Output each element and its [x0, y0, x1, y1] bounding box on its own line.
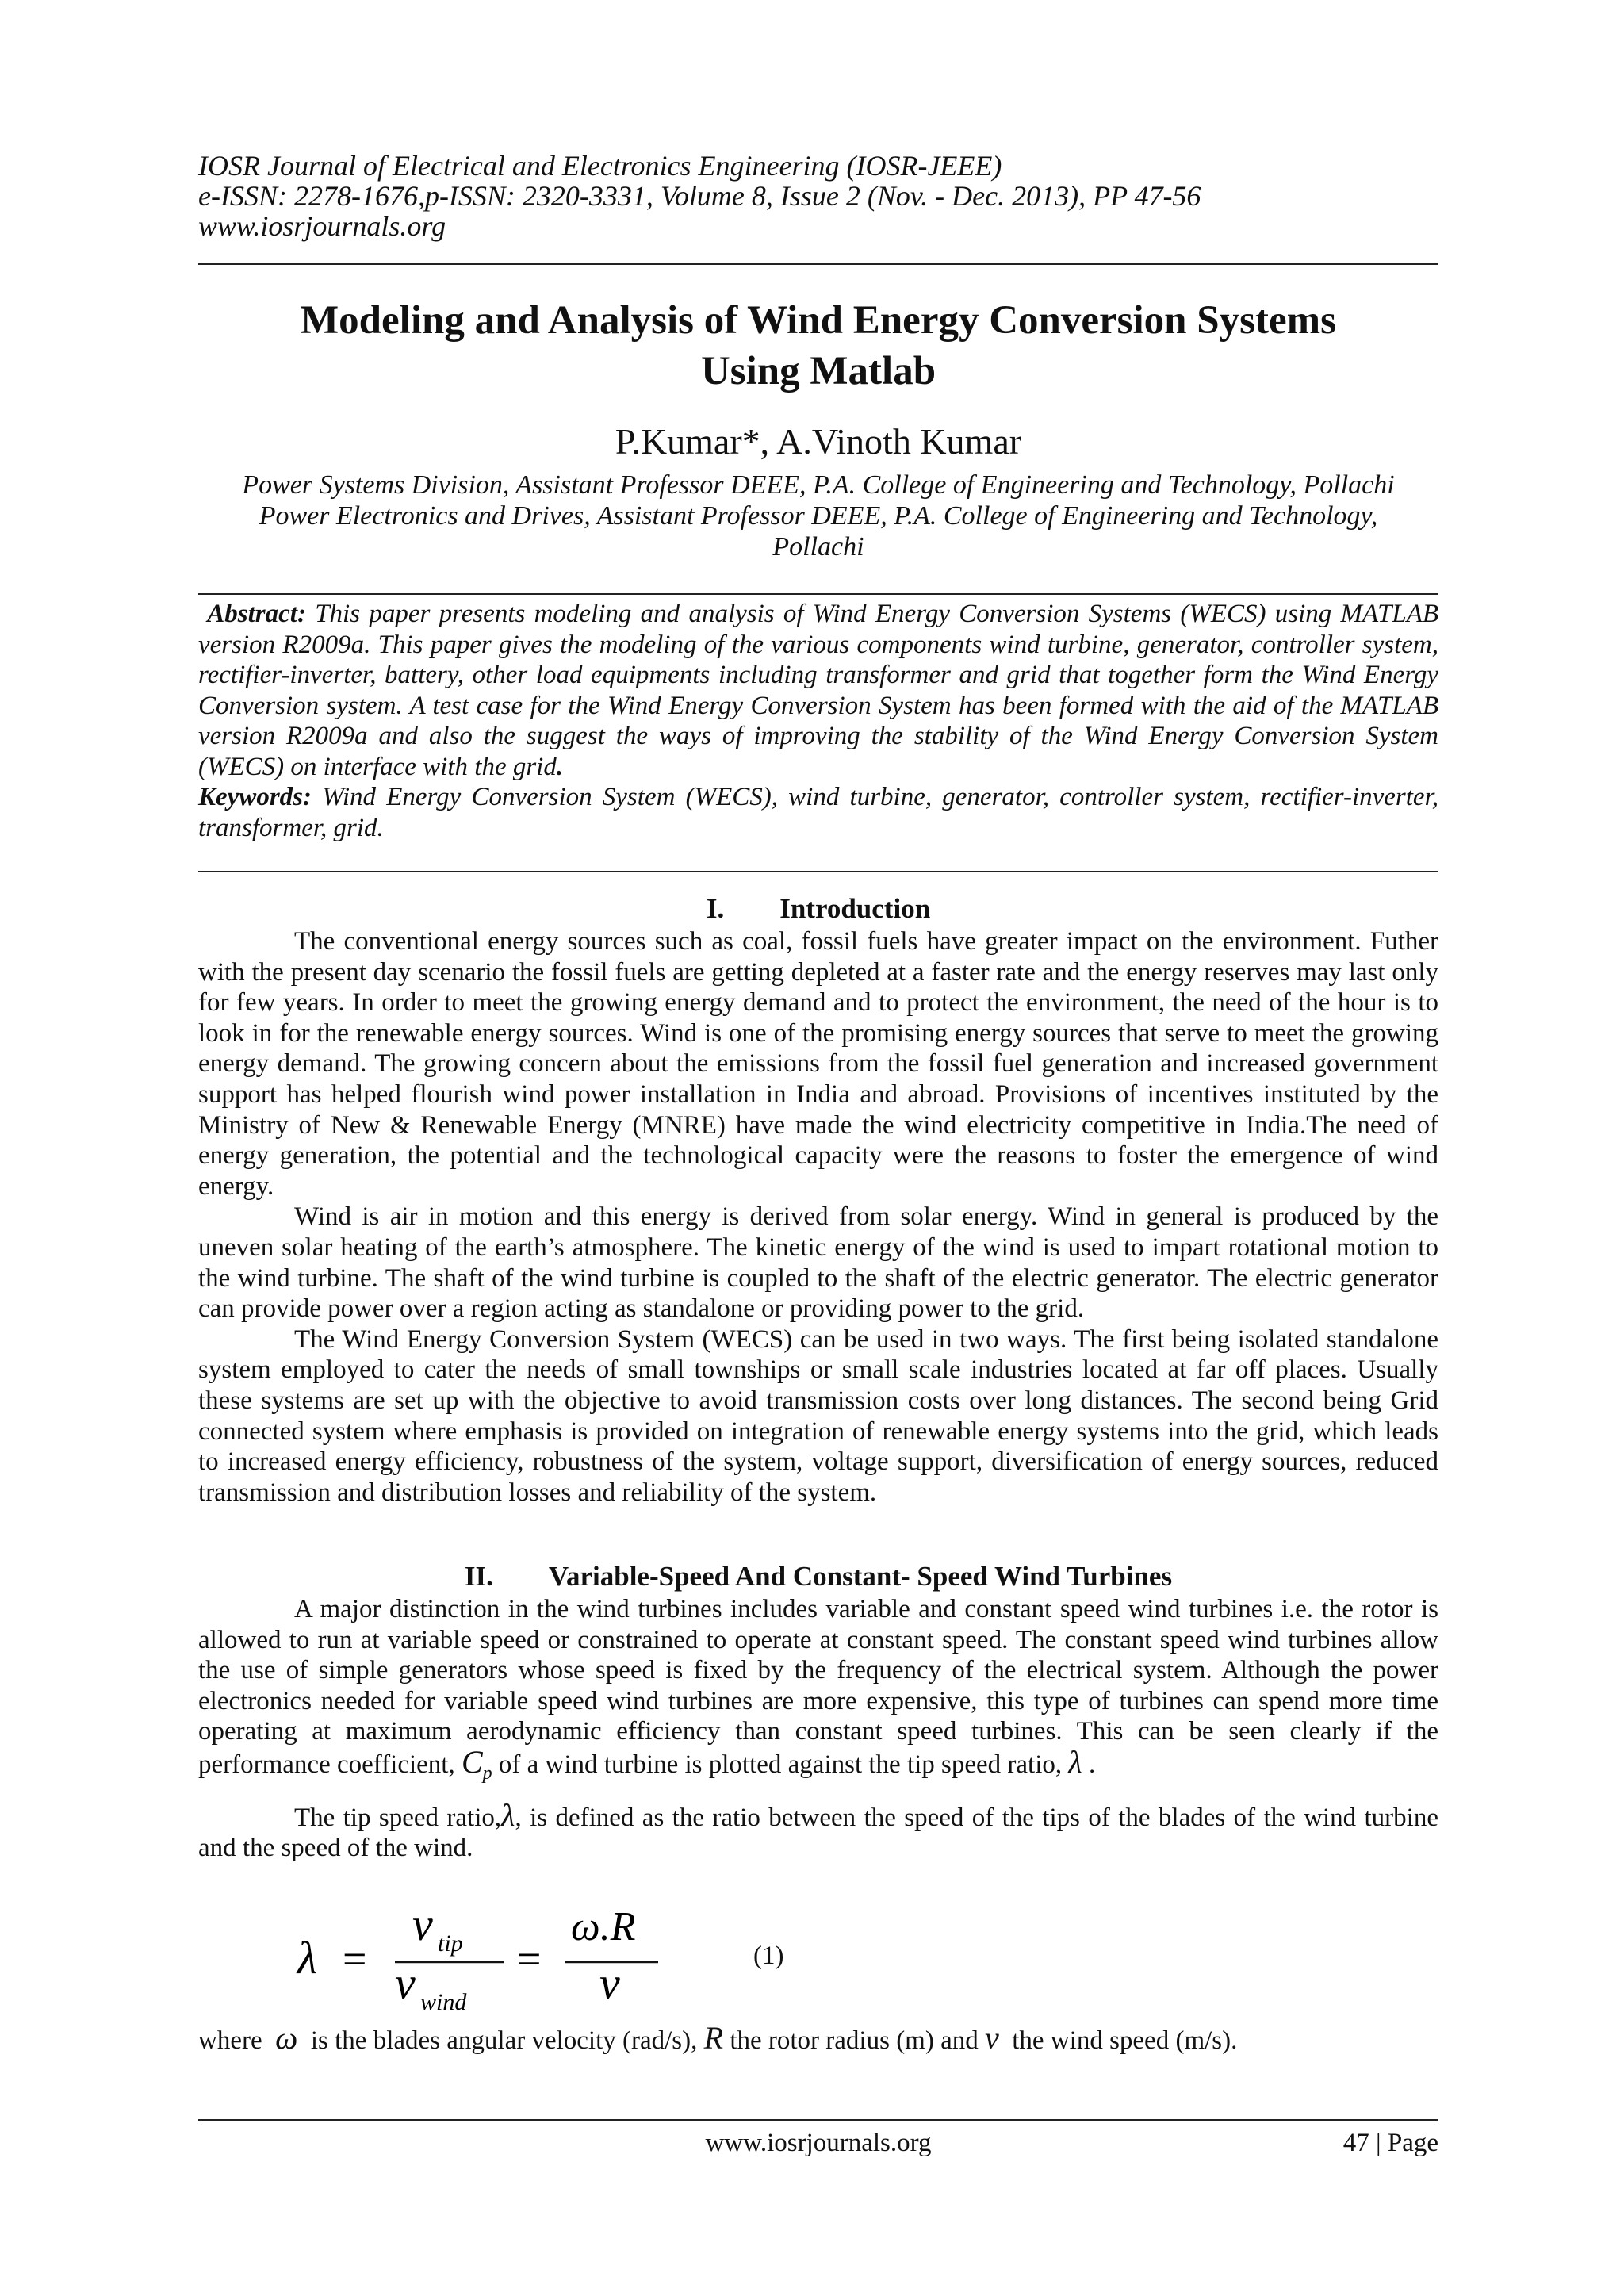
where-text-1: is the blades angular velocity (rad/s),	[310, 2026, 698, 2055]
where-text-3: the wind speed (m/s).	[1012, 2026, 1238, 2055]
equation-1-formula	[293, 1894, 737, 2013]
section-2-paragraph-1-end: .	[1088, 1750, 1096, 1779]
page-number: 47 | Page	[1342, 2129, 1438, 2157]
journal-url[interactable]: www.iosrjournals.org	[198, 210, 446, 242]
section-2-heading	[198, 1561, 1438, 1593]
section-2-paragraph-1-text: A major distinction in the wind turbines includes variable and constant speed wind turbines i.e. the rotor is allowed to run at variable speed or constrained to operate at constant speed. The constant speed wind turbines allow the use of simple generators whose speed is fixed by the frequency of the electrical system. Although the power electronics needed for variable speed wind turbines are more expensive, this type of turbines can spend more time operating at maximum aerodynamic efficiency than constant speed turbines. This can be seen clearly if the performance coefficient,	[198, 1595, 1438, 1779]
omega-symbol: ω	[275, 2020, 298, 2056]
abstract-label: Abstract:	[207, 600, 306, 628]
eq-equals-1: =	[343, 1935, 367, 1983]
journal-name: IOSR Journal of Electrical and Electronics Engineering (IOSR-JEEE)	[198, 150, 1002, 182]
eq-wind-sub: wind	[420, 1989, 467, 2013]
eq-equals-2: =	[517, 1935, 542, 1983]
eq-v-wind: v	[395, 1957, 416, 2009]
nu-symbol: ν	[984, 2020, 999, 2056]
intro-paragraph-3: The Wind Energy Conversion System (WECS) can be used in two ways. The first being isolated standalone system employed to cater the needs of small townships or small scale industries located at far off places. Usually these systems are set up with the objective to avoid transmission costs over long distances. The second being Grid connected system where emphasis is provided on integration of renewable energy systems into the grid, which leads to increased energy efficiency, robustness of the system, voltage support, diversification of energy sources, reduced transmission and distribution losses and reliability of the system.	[198, 1324, 1438, 1507]
section-1-heading	[198, 893, 1438, 925]
affiliations	[198, 470, 1438, 562]
journal-issn: e-ISSN: 2278-1676,p-ISSN: 2320-3331, Volume 8, Issue 2 (Nov. - Dec. 2013), PP 47-56	[198, 180, 1201, 212]
section-2-paragraph-1	[198, 1594, 1438, 1789]
abstract-top-rule	[198, 593, 1438, 595]
abstract-text: This paper presents modeling and analysis of Wind Energy Conversion Systems (WECS) using MATLAB version R2009a. This paper gives the modeling of the various components wind turbine, generator, controller system, rectifier-inverter, battery, other load equipments including transformer and grid that together form the Wind Energy Conversion system. A test case for the Wind Energy Conversion System has been formed with the aid of the MATLAB version R2009a and also the suggest the ways of improving the stability of the Wind Energy Conversion System (WECS) on interface with the grid	[198, 600, 1439, 781]
affiliation-line-2: Power Electronics and Drives, Assistant Professor DEEE, P.A. College of Engineering and Technology,	[259, 501, 1378, 531]
journal-header	[198, 151, 1438, 241]
title-line-1: Modeling and Analysis of Wind Energy Conversion Systems	[301, 298, 1336, 343]
paper-title	[198, 295, 1438, 397]
r-symbol: R	[703, 2020, 724, 2056]
intro-paragraph-2: Wind is air in motion and this energy is derived from solar energy. Wind in general is produced by the uneven solar heating of the earth’s atmosphere. The kinetic energy of the wind is used to impart rotational motion to the wind turbine. The shaft of the wind turbine is coupled to the shaft of the electric generator. The electric generator can provide power over a region acting as standalone or providing power to the grid.	[198, 1202, 1438, 1324]
cp-subscript: p	[482, 1762, 492, 1784]
section-1-body	[198, 926, 1438, 1508]
header-rule	[198, 263, 1438, 265]
authors: P.Kumar*, A.Vinoth Kumar	[615, 421, 1022, 462]
eq-tip-sub: tip	[438, 1930, 463, 1957]
eq-omega-r: ω.R	[571, 1904, 636, 1949]
section-2-paragraph-2-end: , is defined as the ratio between the speed of the tips of the blades of the wind turbine and the speed of the wind.	[198, 1803, 1438, 1863]
where-word: where	[198, 2026, 262, 2055]
equation-1	[198, 1894, 1438, 2013]
keywords-label: Keywords:	[198, 783, 312, 811]
abstract	[198, 599, 1438, 843]
cp-symbol: C	[461, 1743, 483, 1780]
intro-paragraph-1: The conventional energy sources such as coal, fossil fuels have greater impact on the environment. Futher with the present day scenario the fossil fuels are getting depleted at a faster rate and the energy reserves may last only for few years. In order to meet the growing energy demand and to protect the environment, the need of the hour is to look in for the renewable energy sources. Wind is one of the promising energy sources that serve to meet the growing energy demand. The growing concern about the emissions from the fossil fuel generation and increased government support has helped flourish wind power installation in India and abroad. Provisions of incentives instituted by the Ministry of New & Renewable Energy (MNRE) have made the wind electricity competitive in India.The need of energy generation, the potential and the technological capacity were the reasons to foster the emergence of wind energy.	[198, 927, 1438, 1201]
where-text-2: the rotor radius (m) and	[730, 2026, 979, 2055]
section-1-number: I.	[706, 893, 725, 924]
footer-url[interactable]: www.iosrjournals.org	[705, 2129, 932, 2157]
abstract-bottom-rule	[198, 871, 1438, 872]
keywords	[198, 782, 1438, 843]
lambda-symbol-2: λ	[501, 1796, 515, 1833]
affiliation-line-1: Power Systems Division, Assistant Professor DEEE, P.A. College of Engineering and Technology, Pollachi	[242, 470, 1395, 500]
section-2-paragraph-2-start: The tip speed ratio,	[294, 1803, 502, 1832]
affiliation-line-3: Pollachi	[772, 532, 864, 562]
keywords-text: Wind Energy Conversion System (WECS), wind turbine, generator, controller system, rectifier-inverter, transformer, grid.	[198, 783, 1439, 842]
footer-rule	[198, 2119, 1438, 2121]
where-line	[198, 2021, 1438, 2058]
abstract-body	[198, 599, 1438, 782]
section-2-paragraph-1-mid: of a wind turbine is plotted against the tip speed ratio,	[498, 1750, 1063, 1779]
equation-number: (1)	[753, 1941, 784, 1970]
eq-v: v	[599, 1957, 620, 2009]
section-2-title: Variable-Speed And Constant- Speed Wind Turbines	[548, 1561, 1173, 1592]
section-2-body	[198, 1594, 1438, 1864]
lambda-symbol: λ	[1068, 1743, 1082, 1780]
section-2-paragraph-2	[198, 1796, 1438, 1864]
paper-page	[198, 0, 1438, 2296]
section-2-number: II.	[464, 1561, 493, 1592]
eq-lambda: λ	[297, 1932, 318, 1984]
title-line-2: Using Matlab	[700, 349, 936, 393]
abstract-end: .	[556, 752, 564, 781]
eq-v-tip: v	[412, 1899, 433, 1950]
section-1-title: Introduction	[779, 893, 931, 924]
